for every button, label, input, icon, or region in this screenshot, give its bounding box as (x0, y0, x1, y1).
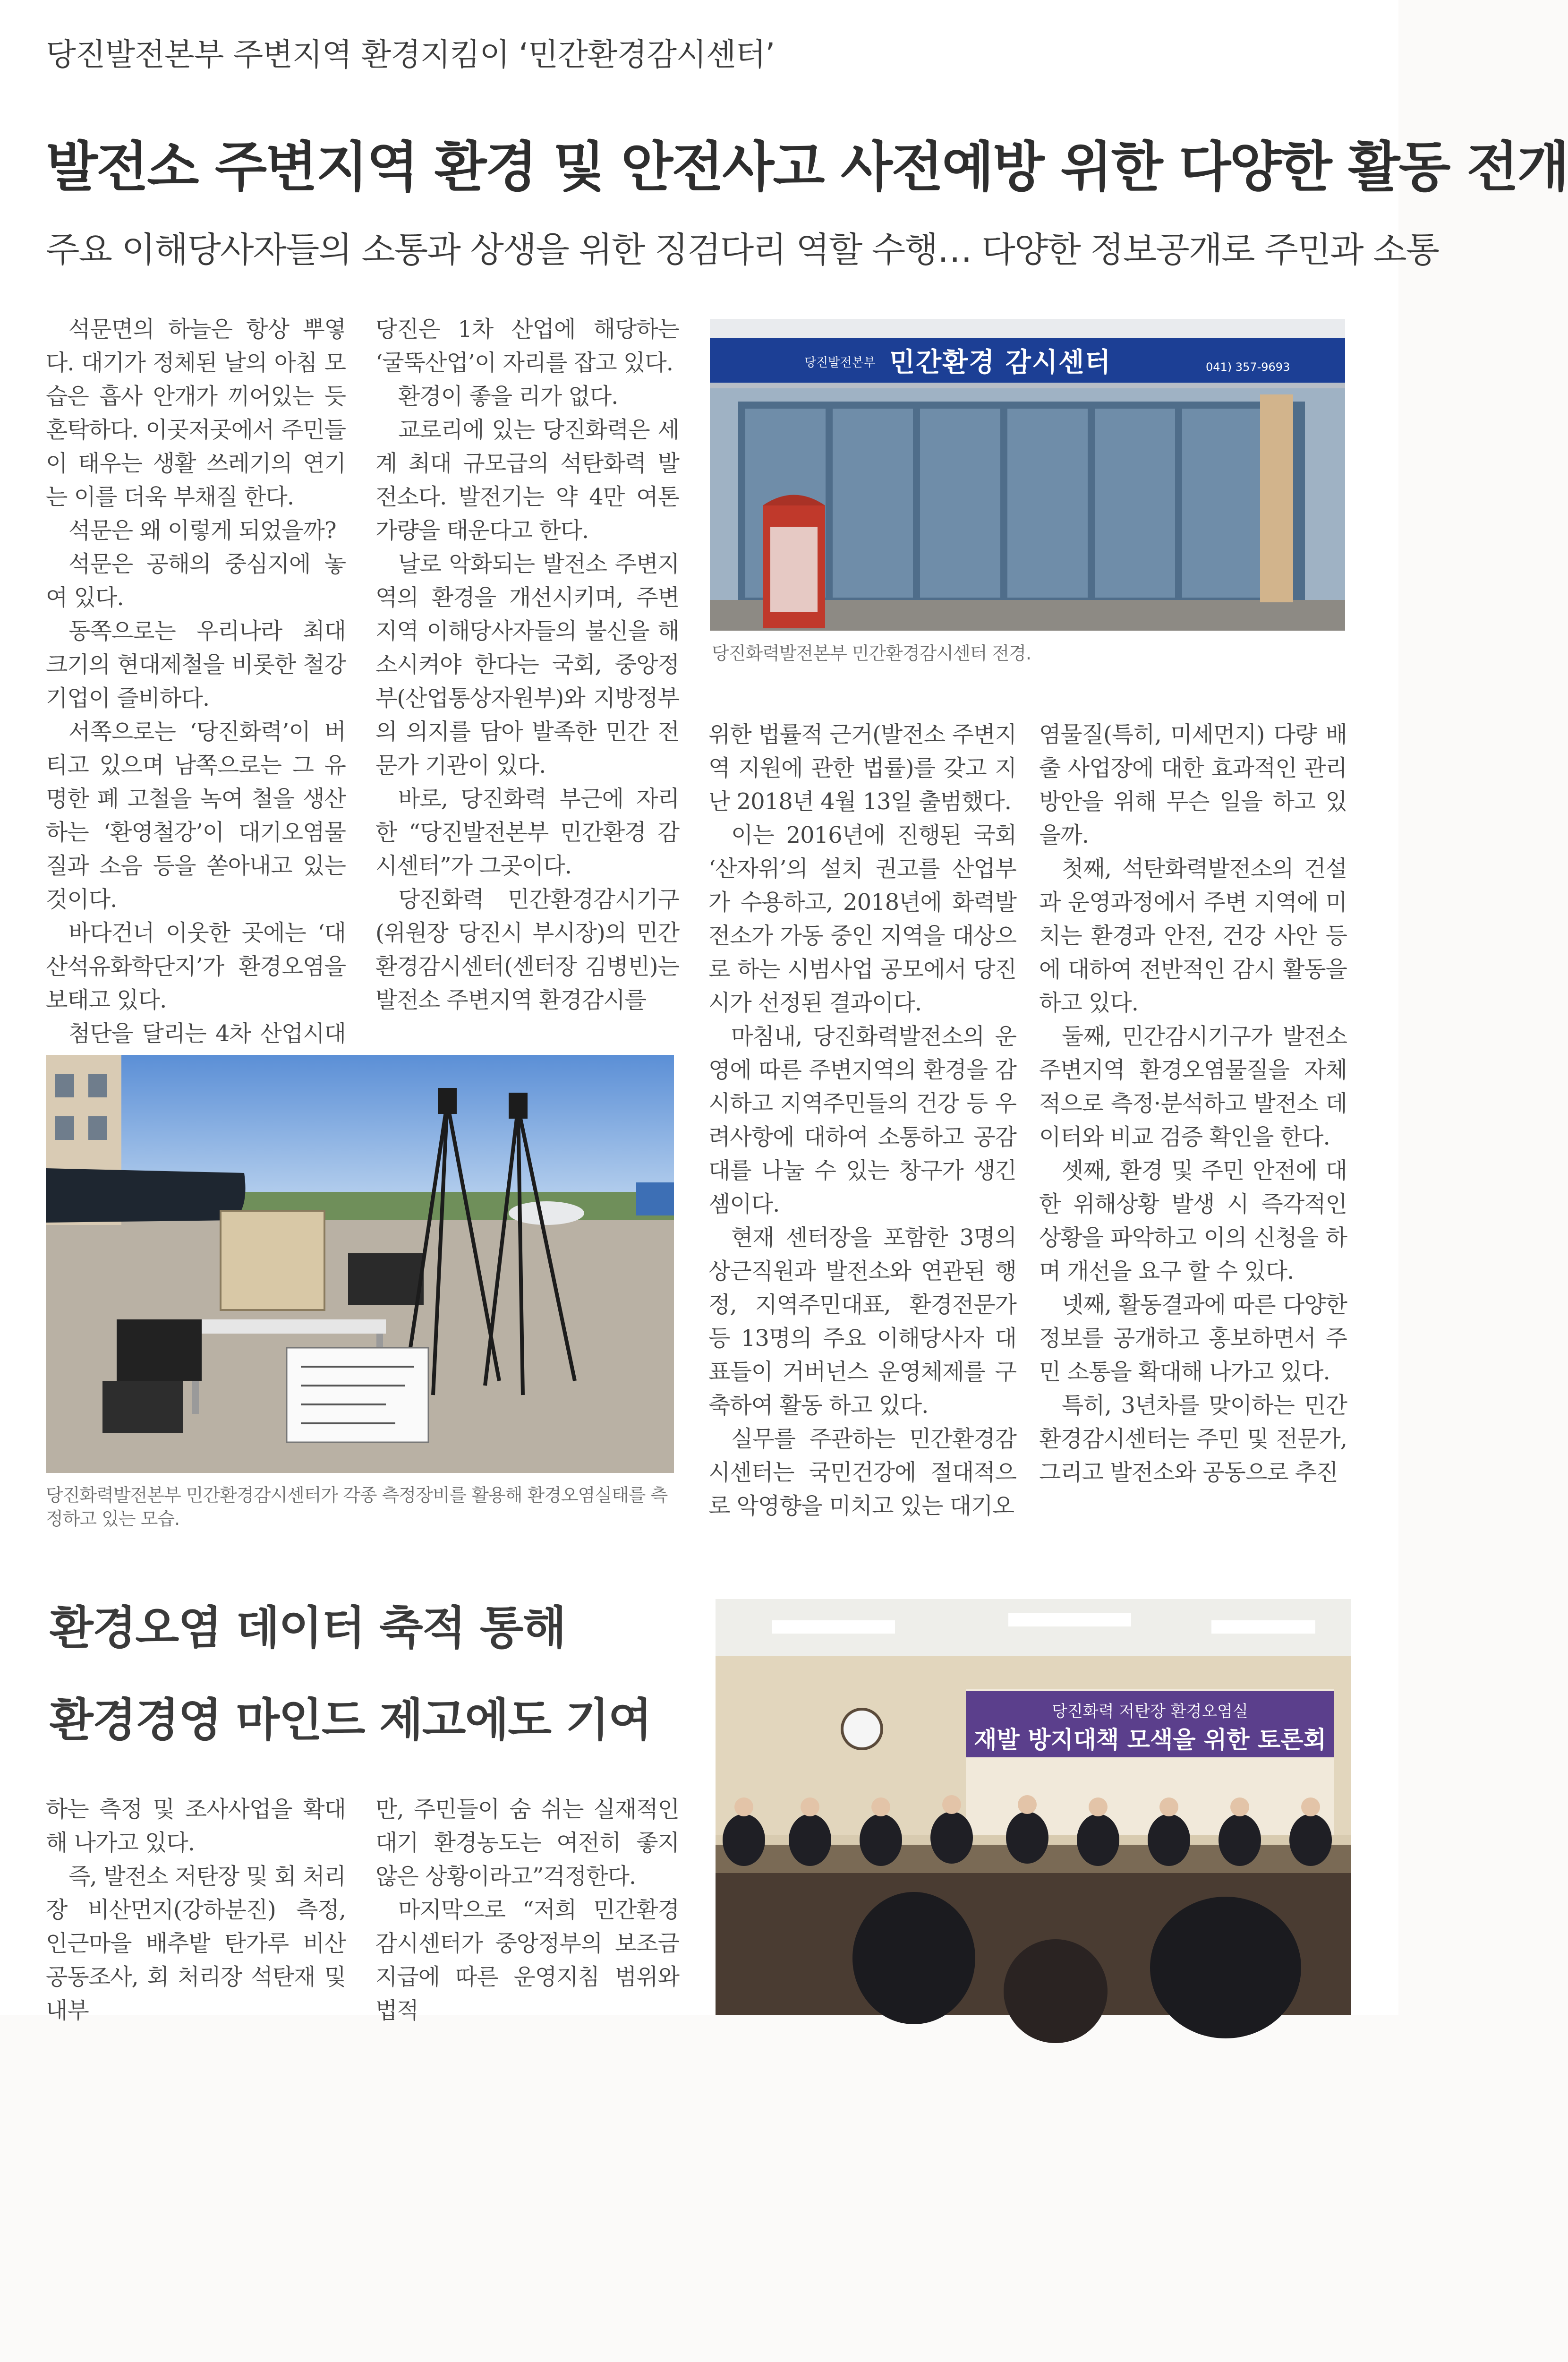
paragraph: 하는 측정 및 조사사업을 확대해 나가고 있다. (46, 1796, 346, 1856)
paragraph: 석문면의 하늘은 항상 뿌옇다. 대기가 정체된 날의 아침 모습은 흡사 안개가 끼어있는 듯 혼탁하다. 이곳저곳에서 주민들이 태우는 생활 쓰레기의 연기는 이를 더욱 부채질 한다. (46, 316, 346, 510)
forum-photo (716, 1599, 1351, 2015)
paragraph: 현재 센터장을 포함한 3명의 상근직원과 발전소와 연관된 행정, 지역주민대표, 환경전문가 등 13명의 주요 이해당사자 대표들이 거버넌스 운영체제를 구축하여 활동 하고 있다. (708, 1224, 1016, 1419)
paragraph: 둘째, 민간감시기구가 발전소 주변지역 환경오염물질을 자체적으로 측정·분석하고 발전소 데이터와 비교 검증 확인을 한다. (1039, 1023, 1347, 1150)
paragraph: 석문은 왜 이렇게 되었을까? (68, 517, 336, 544)
body-column-2 (375, 313, 679, 1017)
paragraph: 석문은 공해의 중심지에 놓여 있다. (46, 551, 346, 611)
paragraph: 만, 주민들이 숨 쉬는 실재적인 대기 환경농도는 여전히 좋지 않은 상황이라고”걱정한다. (375, 1796, 679, 1890)
paragraph: 즉, 발전소 저탄장 및 회 처리장 비산먼지(강하분진) 측정, 인근마을 배추밭 탄가루 비산 공동조사, 회 처리장 석탄재 및 내부 (46, 1863, 346, 2024)
equipment-illustration (46, 1055, 674, 1473)
forum-banner-line2: 재발 방지대책 모색을 위한 토론회 (974, 1726, 1326, 1754)
paragraph: 염물질(특히, 미세먼지) 다량 배출 사업장에 대한 효과적인 관리방안을 위해 무슨 일을 하고 있을까. (1039, 721, 1347, 848)
forum-illustration (716, 1599, 1351, 2015)
center-exterior-photo (710, 319, 1345, 631)
paragraph: 첫째, 석탄화력발전소의 건설과 운영과정에서 주변 지역에 미치는 환경과 안전, 건강 사안 등에 대하여 전반적인 감시 활동을 하고 있다. (1039, 856, 1347, 1016)
paragraph: 이는 2016년에 진행된 국회 ‘산자위’의 설치 권고를 산업부가 수용하고, 2018년에 화력발전소가 가동 중인 지역을 대상으로 하는 시범사업 공모에서 당진시가 선정된 결과이다. (708, 822, 1016, 1016)
paragraph: 환경이 좋을 리가 없다. (398, 383, 618, 410)
center-sign-org: 당진발전본부 (804, 356, 876, 370)
paragraph: 실무를 주관하는 민간환경감시센터는 국민건강에 절대적으로 악영향을 미치고 있는 대기오 (708, 1426, 1016, 1519)
photo1-caption: 당진화력발전본부 민간환경감시센터 전경. (712, 643, 1031, 664)
paragraph: 바다건너 이웃한 곳에는 ‘대산석유화학단지’가 환경오염을 보태고 있다. (46, 920, 346, 1013)
body-column-3 (708, 718, 1016, 1523)
paragraph: 날로 악화되는 발전소 주변지역의 환경을 개선시키며, 주변지역 이해당사자들의 불신을 해소시켜야 한다는 국회, 중앙정부(산업통상자원부)와 지방정부의 의지를 담아 발족한 민간 전문가 기관이 있다. (375, 551, 679, 779)
paragraph: 특히, 3년차를 맞이하는 민간환경감시센터는 주민 및 전문가, 그리고 발전소와 공동으로 추진 (1039, 1392, 1347, 1486)
paragraph: 교로리에 있는 당진화력은 세계 최대 규모급의 석탄화력 발전소다. 발전기는 약 4만 여톤 가량을 태운다고 한다. (375, 417, 679, 544)
section-title-line1: 환경오염 데이터 축적 통해 (50, 1601, 566, 1654)
section-title-line2: 환경경영 마인드 제고에도 기여 (50, 1694, 651, 1746)
paragraph: 셋째, 환경 및 주민 안전에 대한 위해상황 발생 시 즉각적인 상황을 파악하고 이의 신청을 하며 개선을 요구 할 수 있다. (1039, 1157, 1347, 1284)
paragraph: 바로, 당진화력 부근에 자리한 “당진발전본부 민간환경 감시센터”가 그곳이다. (375, 786, 679, 879)
section-column-1 (46, 1793, 346, 2028)
paragraph: 마침내, 당진화력발전소의 운영에 따른 주변지역의 환경을 감시하고 지역주민들의 건강 등 우려사항에 대하여 소통하고 공감대를 나눌 수 있는 창구가 생긴 셈이다. (708, 1023, 1016, 1217)
paragraph: 마지막으로 “저희 민간환경감시센터가 중앙정부의 보조금 지급에 따른 운영지침 범위와 법적 (375, 1897, 679, 2024)
body-column-4 (1039, 718, 1347, 1489)
paragraph: 위한 법률적 근거(발전소 주변지역 지원에 관한 법률)를 갖고 지난 2018년 4월 13일 출범했다. (708, 721, 1016, 815)
body-column-1 (46, 313, 346, 1084)
photo2-caption: 당진화력발전본부 민간환경감시센터가 각종 측정장비를 활용해 환경오염실태를 측정하고 있는 모습. (46, 1485, 668, 1529)
article-kicker: 당진발전본부 주변지역 환경지킴이 ‘민간환경감시센터’ (46, 36, 775, 73)
center-sign-text: 민간환경 감시센터 (889, 347, 1112, 378)
paragraph: 동쪽으로는 우리나라 최대 크기의 현대제철을 비롯한 철강기업이 즐비하다. (46, 618, 346, 711)
article-subheadline: 주요 이해당사자들의 소통과 상생을 위한 징검다리 역할 수행… 다양한 정보공개로 주민과 소통 (46, 230, 1439, 270)
paragraph: 첨단을 달리는 4차 산업시대 (68, 1020, 346, 1047)
paragraph: 넷째, 활동결과에 따른 다양한 정보를 공개하고 홍보하면서 주민 소통을 확대해 나가고 있다. (1039, 1292, 1347, 1385)
paragraph: 당진화력 민간환경감시기구(위원장 당진시 부시장)의 민간환경감시센터(센터장 김병빈)는 발전소 주변지역 환경감시를 (375, 886, 679, 1013)
article-headline: 발전소 주변지역 환경 및 안전사고 사전예방 위한 다양한 활동 전개 (46, 136, 1568, 198)
forum-banner-line1: 당진화력 저탄장 환경오염실 (1052, 1702, 1248, 1721)
section-column-2 (375, 1793, 679, 2028)
paragraph: 당진은 1차 산업에 해당하는 ‘굴뚝산업’이 자리를 잡고 있다. (375, 316, 679, 376)
paragraph: 서쪽으로는 ‘당진화력’이 버티고 있으며 남쪽으로는 그 유명한 폐 고철을 녹여 철을 생산하는 ‘환영철강’이 대기오염물질과 소음 등을 쏟아내고 있는 것이다. (46, 719, 346, 913)
measurement-equipment-photo (46, 1055, 674, 1473)
center-sign-phone: 041) 357-9693 (1206, 360, 1290, 374)
